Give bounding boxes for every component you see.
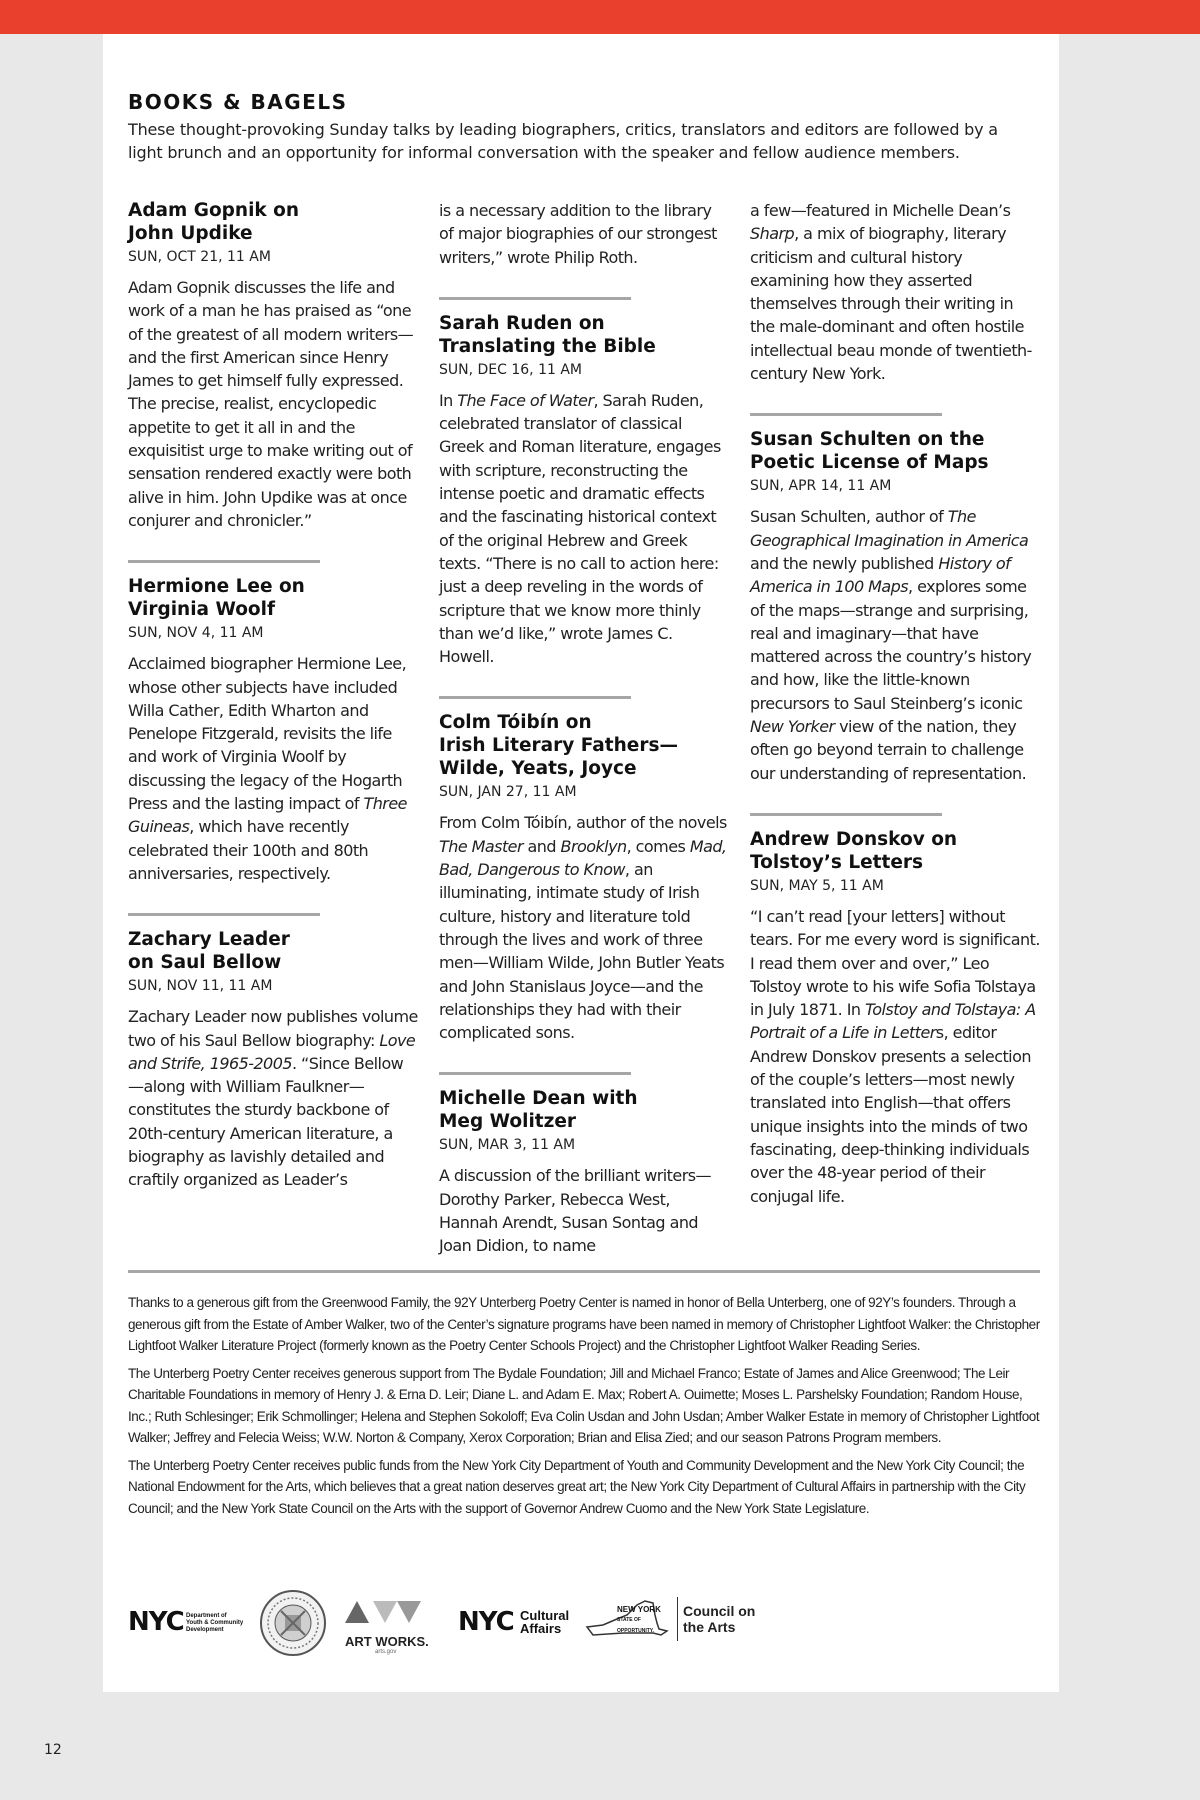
publication-title: New Yorker — [750, 717, 835, 737]
body-text: , Sarah Ruden, celebrated translator of classical Greek and Roman literature, engages with scripture, reconstructing the intense poetic and dramatic effects and the fascinating historical context of the original Hebrew and Greek texts. “There is no call to action here: just a deep reveling in the words of scripture that we know more thinly than we’d like,” wrote James C. Howell. — [439, 390, 721, 667]
body-text: . “Since Bellow—along with William Faulkner—constitutes the sturdy backbone of 20th-century American literature, a biography as lavishly detailed and craftily organized as Leader’s — [128, 1053, 404, 1190]
event-title — [439, 1087, 729, 1133]
event-ruden — [439, 312, 729, 669]
event-leader — [128, 928, 418, 1191]
funding-credits — [128, 1292, 1040, 1525]
body-text: a few—featured in Michelle Dean’s — [750, 201, 1011, 220]
event-description-continued — [750, 199, 1040, 385]
nysca-logo — [583, 1597, 756, 1646]
body-text: s, editor Andrew Donskov presents a selection of the couple’s letters—most newly translated into English—that offers unique insights into the minds of two fascinating, deep-thinking individuals over the 48-year period of their conjugal life. — [750, 1023, 1031, 1206]
logo-text: STATE OF — [617, 1617, 641, 1623]
event-title — [750, 828, 1040, 874]
event-description — [128, 1005, 418, 1191]
logo-text: Council on — [683, 1603, 756, 1619]
event-title-line: Virginia Woolf — [128, 599, 276, 621]
nyc-wordmark: NYC — [458, 1607, 514, 1637]
logo-text: Youth & Community — [186, 1620, 244, 1626]
credits-paragraph: Thanks to a generous gift from the Greenwood Family, the 92Y Unterberg Poetry Center is named in honor of Bella Unterberg, one of 92Y’s founders. Through a generous gift from the Estate of Amber Walker, two of the Center’s signature programs have been named in memory of Christopher Lightfoot Walker: the Christopher Lightfoot Walker Literature Project (formerly known as the Poetry Center Schools Project) and the Christopher Lightfoot Walker Reading Series. — [128, 1295, 1040, 1353]
event-title-line: Tolstoy’s Letters — [750, 851, 924, 873]
book-title: The Geographical Imagination in America — [750, 507, 1029, 550]
city-council-seal-icon — [259, 1589, 327, 1662]
nea-logo — [345, 1599, 429, 1655]
event-title-line: Meg Wolitzer — [439, 1111, 577, 1133]
book-title: History of America in 100 Maps — [750, 553, 1011, 597]
body-text: , a mix of biography, literary criticism and cultural history examining how they asserted themselves through their writing in the male-dominant and often hostile intellectual beau monde of twentieth-century New York. — [750, 224, 1032, 384]
column-3 — [750, 199, 1040, 1236]
dycd-label — [186, 1613, 256, 1634]
section-intro — [128, 90, 1028, 164]
event-date: SUN, MAY 5, 11 AM — [750, 877, 884, 894]
body-text: view of the nation, they often go beyond terrain to challenge our understanding of representation. — [750, 717, 1027, 783]
event-date: SUN, OCT 21, 11 AM — [128, 249, 271, 265]
book-title: Brooklyn — [560, 836, 627, 856]
logo-text: NEW YORK — [617, 1605, 661, 1614]
credits-paragraph: The Unterberg Poetry Center receives generous support from The Bydale Foundation; Jill and Michael Franco; Estate of James and Alice Greenwood; The Leir Charitable Foundations in memory of Henry J. & Erna D. Leir; Diane L. and Adam E. Max; Robert A. Ouimette; Moses L. Parshelsky Foundation; Random House, Inc.; Ruth Schlesinger; Erik Schmollinger; Helena and Stephen Sokoloff; Eva Colin Usdan and John Usdan; Amber Walker Estate in memory of Christopher Lightfoot Walker; Jeffrey and Felecia Weiss; W.W. Norton & Company, Xerox Corporation; Brian and Elisa Zied; and our season Patrons Program members. — [128, 1365, 1040, 1445]
event-gopnik — [128, 199, 418, 532]
page-panel — [103, 34, 1059, 1692]
credits-paragraph: The Unterberg Poetry Center receives public funds from the New York City Department of Youth and Community Development and the New York City Council; the National Endowment for the Arts, which believes that a great nation deserves great art; the New York City Department of Cultural Affairs in partnership with the City Council; and the New York State Council on the Arts with the support of Governor Andrew Cuomo and the New York State Legislature. — [128, 1457, 1026, 1516]
section-title: BOOKS & BAGELS — [128, 90, 348, 114]
event-title — [128, 575, 418, 621]
logo-text: Development — [186, 1627, 224, 1633]
event-title-line: Colm Tóibín on — [439, 712, 592, 734]
top-accent-bar — [0, 0, 1200, 34]
body-text: , comes — [626, 836, 690, 856]
book-title: Three Guineas — [128, 794, 407, 837]
event-title — [750, 428, 1040, 474]
event-title-line: John Updike — [128, 223, 253, 244]
event-title — [439, 711, 729, 780]
body-text: Acclaimed biographer Hermione Lee, whose other subjects have included Willa Cather, Edith Wharton and Penelope Fitzgerald, revisits the life and work of Virginia Woolf by discussing the legacy of the Hogarth Press and the lasting impact of — [128, 654, 407, 814]
event-title-line: Translating the Bible — [439, 335, 656, 357]
council-label — [683, 1603, 773, 1635]
logo-divider — [677, 1597, 678, 1641]
event-title — [128, 928, 418, 974]
event-title — [439, 312, 729, 358]
event-title-line: Zachary Leader — [128, 929, 290, 951]
event-description — [750, 905, 1040, 1208]
event-description — [439, 389, 729, 669]
artworks-label: ART WORKS. — [345, 1634, 429, 1649]
nyc-wordmark: NYC — [128, 1607, 184, 1637]
section-divider — [439, 696, 631, 699]
section-divider — [750, 413, 942, 416]
book-title: Love and Strife, 1965-2005 — [128, 1030, 416, 1073]
event-date: SUN, NOV 11, 11 AM — [128, 978, 273, 995]
event-title-line: Adam Gopnik on — [128, 200, 300, 221]
footer-divider — [128, 1270, 1040, 1273]
column-1 — [128, 199, 418, 1220]
sponsor-logos — [128, 1589, 1040, 1669]
body-text: , an illuminating, intimate study of Irish culture, history and literature told through the lives and work of three men—William Wilde, John Butler Yeats and John Stanislaus Joyce—and the relationships they had with their complicated sons. — [439, 860, 725, 1043]
event-donskov — [750, 828, 1040, 1208]
dycd-logo — [128, 1607, 244, 1637]
cultural-affairs-label — [520, 1609, 580, 1635]
event-title-line: Poetic License of Maps — [750, 452, 989, 474]
page-number: 12 — [44, 1742, 62, 1758]
section-divider — [439, 1072, 631, 1075]
event-title-line: Andrew Donskov on — [750, 828, 958, 850]
artsgov-label: arts.gov — [375, 1649, 397, 1655]
nea-triangles-icon — [345, 1599, 425, 1627]
body-text: From Colm Tóibín, author of the novels — [439, 813, 727, 833]
body-text: “I can’t read [your letters] without tears. For me every word is significant. I read them over and over,” Leo Tolstoy wrote to his wife Sofia Tolstaya in July 1871. In — [750, 906, 1040, 1020]
event-date: SUN, APR 14, 11 AM — [750, 478, 892, 495]
event-date: SUN, JAN 27, 11 AM — [439, 784, 577, 801]
event-title-line: Irish Literary Fathers— — [439, 735, 678, 757]
event-title-line: Wilde, Yeats, Joyce — [439, 758, 637, 780]
logo-text: OPPORTUNITY. — [617, 1628, 654, 1634]
event-toibin — [439, 711, 729, 1044]
logo-text: Affairs — [520, 1621, 562, 1636]
event-title-line: Susan Schulten on the — [750, 429, 985, 451]
event-description: A discussion of the brilliant writers—Dorothy Parker, Rebecca West, Hannah Arendt, Susan Sontag and Joan Didion, to name — [439, 1166, 711, 1256]
cultural-affairs-logo — [458, 1607, 570, 1637]
body-text: Zachary Leader now publishes volume two of his Saul Bellow biography: — [128, 1007, 418, 1050]
event-schulten — [750, 428, 1040, 785]
event-title — [128, 199, 418, 245]
book-title: The Master — [439, 836, 523, 856]
book-title: Mad, Bad, Dangerous to Know — [439, 836, 727, 880]
section-divider — [439, 297, 631, 300]
logo-text: the Arts — [683, 1619, 736, 1635]
section-divider — [750, 813, 942, 816]
event-date: SUN, NOV 4, 11 AM — [128, 625, 264, 642]
event-title-line: Michelle Dean with — [439, 1088, 638, 1110]
event-description — [750, 505, 1040, 785]
event-lee — [128, 575, 418, 885]
book-title: Sharp — [750, 224, 795, 244]
event-title-line: Hermione Lee on — [128, 576, 305, 598]
body-text: and — [523, 836, 561, 856]
body-text: In — [439, 390, 458, 410]
event-description-continued: is a necessary addition to the library of major biographies of our strongest writers,” wrote Philip Roth. — [439, 201, 717, 267]
section-divider — [128, 913, 320, 916]
book-title: The Face of Water — [457, 390, 594, 410]
event-date: SUN, DEC 16, 11 AM — [439, 361, 582, 378]
body-text: Susan Schulten, author of — [750, 507, 948, 527]
nys-label — [617, 1605, 661, 1636]
event-description — [128, 652, 418, 885]
column-2 — [439, 199, 729, 1286]
event-date: SUN, MAR 3, 11 AM — [439, 1137, 576, 1154]
event-title-line: on Saul Bellow — [128, 952, 282, 974]
section-divider — [128, 560, 320, 563]
book-title: Tolstoy and Tolstaya: A Portrait of a Life in Letter — [750, 1000, 1036, 1043]
event-description: Adam Gopnik discusses the life and work of a man he has praised as “one of the greatest of all modern writers—and the first American since Henry James to get himself fully expressed. The precise, realist, encyclopedic appetite to get it all in and the exquisitist urge to make writing out of sensation rendered exactly were both alive in him. John Updike was at once conjurer and chronicler.” — [128, 278, 414, 530]
logo-text: Cultural — [520, 1608, 570, 1623]
event-dean — [439, 1087, 729, 1257]
body-text: , explores some of the maps—strange and surprising, real and imaginary—that have mattered across the country’s history and how, like the little-known precursors to Saul Steinberg’s iconic — [750, 577, 1032, 713]
section-description: These thought-provoking Sunday talks by leading biographers, critics, translators and editors are followed by a light brunch and an opportunity for informal conversation with the speaker and fellow audience members. — [128, 120, 998, 162]
logo-text: Department of — [186, 1613, 227, 1619]
body-text: , which have recently celebrated their 100th and 80th anniversaries, respectively. — [128, 817, 369, 883]
event-description — [439, 811, 729, 1044]
body-text: and the newly published — [750, 553, 939, 573]
event-title-line: Sarah Ruden on — [439, 312, 605, 334]
